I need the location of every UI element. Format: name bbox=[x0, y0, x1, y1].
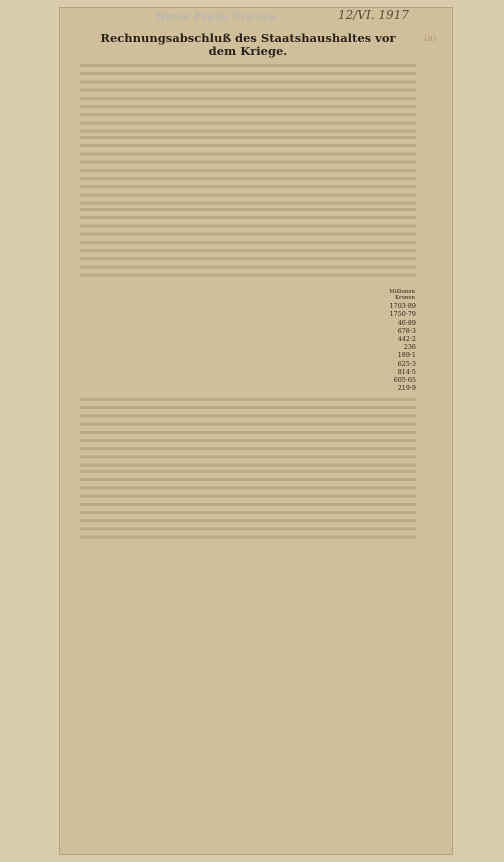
figures-row bbox=[80, 319, 416, 327]
figures-value: 46·89 bbox=[397, 318, 416, 327]
figures-row bbox=[80, 343, 416, 351]
article-title-line-2: dem Kriege. bbox=[208, 44, 288, 58]
figures-value: 219·9 bbox=[397, 384, 416, 393]
figures-row bbox=[80, 376, 416, 384]
figures-value: 678·3 bbox=[397, 326, 416, 335]
figures-label bbox=[80, 310, 382, 318]
figures-row bbox=[80, 302, 416, 310]
figures-row bbox=[80, 327, 416, 335]
article-closing bbox=[80, 396, 416, 540]
figures-label bbox=[80, 335, 382, 343]
closing-paragraph bbox=[80, 468, 416, 540]
figures-value: 814·5 bbox=[397, 367, 416, 376]
figures-label bbox=[80, 351, 382, 359]
body-paragraph bbox=[80, 206, 416, 278]
figures-row bbox=[80, 310, 416, 318]
clip-mark: (a) bbox=[424, 34, 437, 44]
figures-label bbox=[80, 384, 382, 392]
figures-label bbox=[80, 319, 382, 327]
figures-row bbox=[80, 335, 416, 343]
figures-unit: Millionen Kronen bbox=[389, 289, 415, 302]
figures-row bbox=[80, 384, 416, 392]
figures-row bbox=[80, 351, 416, 359]
figures-table bbox=[80, 288, 416, 392]
figures-value: 442·2 bbox=[397, 335, 416, 343]
figures-row bbox=[80, 368, 416, 376]
figures-label bbox=[80, 368, 382, 376]
handwritten-date: 12/VI. 1917 bbox=[338, 8, 409, 22]
body-paragraph bbox=[80, 62, 416, 134]
article-body bbox=[80, 62, 416, 278]
article-title bbox=[80, 32, 416, 58]
figures-value: 236 bbox=[403, 343, 416, 352]
newspaper-clipping bbox=[60, 8, 452, 854]
figures-label bbox=[80, 360, 382, 368]
figures-value: 625·3 bbox=[397, 359, 416, 368]
article bbox=[80, 30, 416, 850]
body-paragraph bbox=[80, 134, 416, 206]
figures-intro bbox=[80, 278, 416, 286]
figures-label bbox=[80, 343, 382, 351]
figures-row bbox=[80, 360, 416, 368]
masthead: Neue Freie Presse bbox=[156, 10, 277, 23]
figures-label bbox=[80, 376, 382, 384]
figures-value: 1750·79 bbox=[389, 310, 416, 319]
figures-value: 189·1 bbox=[397, 351, 416, 360]
figures-label bbox=[80, 302, 382, 310]
figures-value: 605·65 bbox=[393, 376, 416, 385]
article-title-line-1: Rechnungsabschluß des Staatshaushaltes vor bbox=[100, 31, 396, 45]
figures-value: 1703·89 bbox=[389, 302, 416, 311]
closing-paragraph bbox=[80, 396, 416, 468]
figures-label bbox=[80, 327, 382, 335]
